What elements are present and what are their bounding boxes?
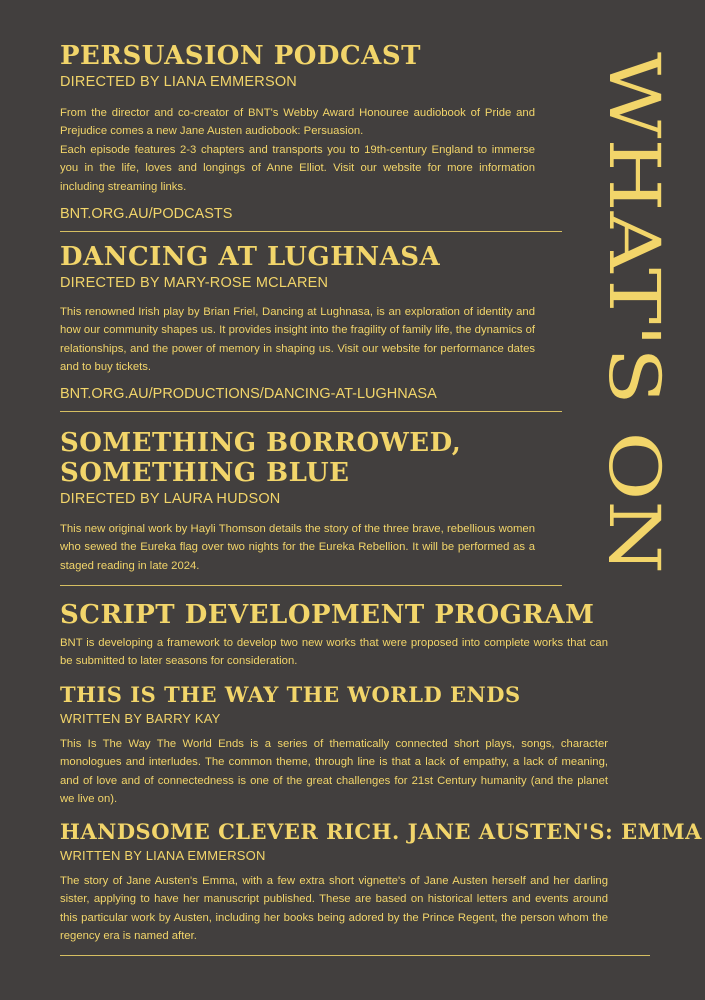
section-divider — [60, 955, 650, 956]
section-director: DIRECTED BY LAURA HUDSON — [60, 491, 281, 507]
section-divider — [60, 231, 562, 232]
section-body-paragraph: The story of Jane Austen's Emma, with a few extra short vignette's of Jane Austen herself and her darling sister, applying to have her manuscript published. These are based on historical letters and events around this particular work by Austen, including her books being adored by the Prince Regent, the person whom the regency era is named after. — [60, 875, 608, 943]
section-director: DIRECTED BY MARY-ROSE MCLAREN — [60, 275, 329, 291]
section-handsome-clever-rich-emma — [60, 819, 702, 946]
section-title: THIS IS THE WAY THE WORLD ENDS — [60, 682, 521, 707]
section-title: HANDSOME CLEVER RICH. JANE AUSTEN'S: EMMA — [60, 819, 702, 844]
section-this-is-the-way-the-world-ends — [60, 683, 608, 809]
section-title: DANCING AT LUGHNASA — [60, 242, 441, 272]
whats-on-vertical-title-text: WHAT'S ON — [593, 52, 675, 487]
section-title: PERSUASION PODCAST — [60, 41, 421, 71]
section-title: SCRIPT DEVELOPMENT PROGRAM — [60, 600, 595, 630]
section-body-paragraph: This new original work by Hayli Thomson details the story of the three brave, rebellious women who sewed the Eureka flag over two nights for the Eureka Rebellion. It will be performed as a staged reading in late 2024. — [60, 523, 535, 572]
section-divider — [60, 585, 562, 586]
section-title-line-2: SOMETHING BLUE — [60, 458, 350, 488]
section-director: DIRECTED BY LIANA EMMERSON — [60, 74, 297, 90]
section-website-link[interactable]: BNT.ORG.AU/PODCASTS — [60, 206, 233, 223]
section-body-paragraph: This renowned Irish play by Brian Friel, Dancing at Lughnasa, is an exploration of identity and how our community shapes us. It provides insight into the fragility of family life, the dynamics of relationships, and the power of memory in shaping us. Visit our website for performance dates and to buy tickets. — [60, 306, 535, 374]
section-body-paragraph: From the director and co-creator of BNT's Webby Award Honouree audiobook of Pride and Prejudice comes a new Jane Austen audiobook: Persuasion. — [60, 107, 535, 138]
section-body-paragraph: BNT is developing a framework to develop two new works that were proposed into complete works that can be submitted to later seasons for consideration. — [60, 637, 608, 668]
section-script-development-program — [60, 601, 608, 671]
section-dancing-at-lughnasa — [60, 243, 535, 403]
section-website-link[interactable]: BNT.ORG.AU/PRODUCTIONS/DANCING-AT-LUGHNASA — [60, 385, 437, 402]
section-something-borrowed — [60, 429, 535, 575]
section-divider — [60, 411, 562, 412]
section-title-line-1: SOMETHING BORROWED, — [60, 428, 462, 458]
section-body-paragraph: Each episode features 2-3 chapters and transports you to 19th-century England to immerse you in the life, loves and longings of Anne Elliot. Visit our website for more information including streaming links. — [60, 143, 535, 193]
section-writer: WRITTEN BY LIANA EMMERSON — [60, 848, 266, 863]
whats-on-vertical-title — [588, 52, 688, 577]
section-writer: WRITTEN BY BARRY KAY — [60, 711, 221, 726]
section-persuasion-podcast — [60, 42, 535, 223]
section-body-paragraph: This Is The Way The World Ends is a series of thematically connected short plays, songs, character monologues and interludes. The common theme, through line is that a lack of empathy, a lack of meaning, and of love and of connectedness is one of the great challenges for 21st Century humanity (and the planet we live on). — [60, 738, 608, 806]
